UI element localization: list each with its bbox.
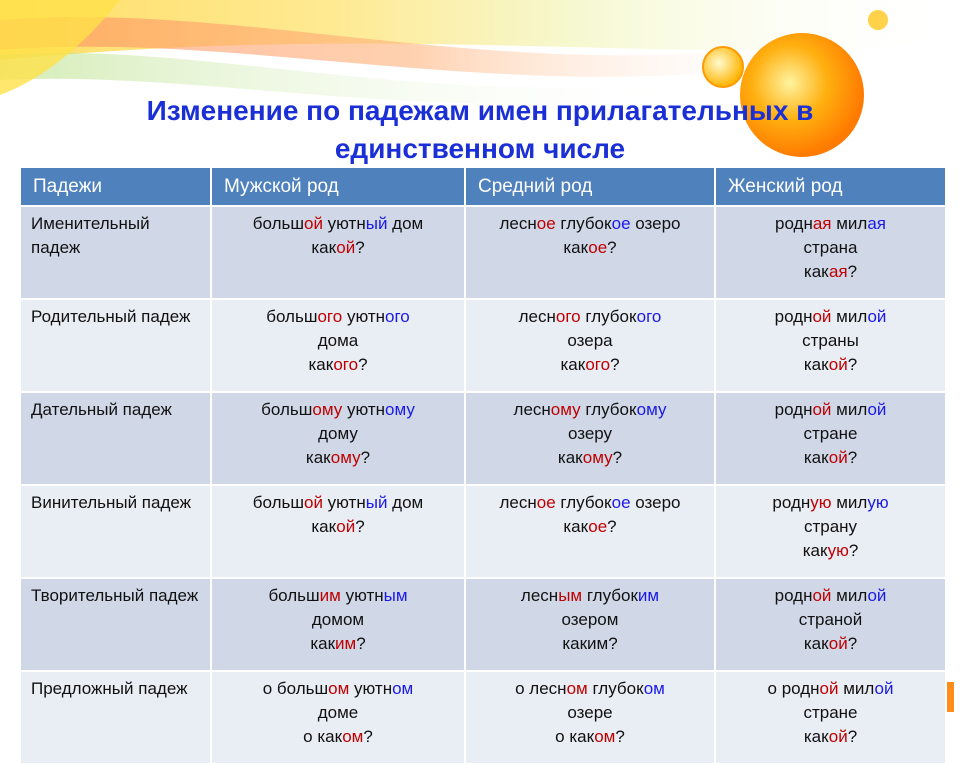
word-ending: ую	[867, 493, 889, 512]
word-stem: уютн	[342, 400, 385, 419]
header-masculine: Мужской род	[211, 167, 465, 206]
word-ending: ое	[588, 238, 608, 257]
neut-form-cell	[465, 299, 715, 392]
form-line	[726, 677, 935, 701]
word-stem: глубок	[580, 307, 637, 326]
word-stem: озера	[567, 331, 613, 350]
word-stem: уютн	[322, 214, 366, 233]
page-title	[80, 92, 880, 168]
neut-form-cell	[465, 578, 715, 671]
word-ending: ой	[819, 679, 839, 698]
header-neuter: Средний род	[465, 167, 715, 206]
form-line	[476, 677, 704, 701]
masc-form-cell	[211, 206, 465, 299]
word-ending: им	[637, 586, 660, 605]
case-name-cell: Именительный падеж	[20, 206, 211, 299]
form-line	[222, 422, 454, 446]
form-line	[726, 584, 935, 608]
form-line	[222, 212, 454, 236]
word-stem: как	[311, 517, 337, 536]
word-stem: ?	[847, 634, 858, 653]
table-row	[20, 485, 946, 578]
fem-form-cell	[715, 392, 946, 485]
word-stem: ?	[607, 238, 617, 257]
word-ending: ой	[812, 307, 832, 326]
neut-form-cell	[465, 392, 715, 485]
word-stem: дома	[317, 331, 359, 350]
word-stem: как	[308, 355, 334, 374]
word-stem: озере	[567, 703, 613, 722]
word-stem: как	[557, 448, 583, 467]
word-ending: ого	[636, 307, 662, 326]
form-line	[726, 260, 935, 284]
word-stem: уютн	[340, 586, 384, 605]
word-ending: ом	[594, 727, 616, 746]
word-stem: глубок	[587, 679, 644, 698]
form-line	[476, 632, 704, 656]
case-name-cell: Винительный падеж	[20, 485, 211, 578]
form-line	[726, 539, 935, 563]
form-line	[726, 422, 935, 446]
word-stem: ?	[355, 238, 365, 257]
word-ending: ой	[867, 586, 887, 605]
form-line	[476, 584, 704, 608]
word-stem: как	[803, 355, 829, 374]
table-body	[20, 206, 946, 764]
table-row	[20, 206, 946, 299]
word-stem: как	[802, 541, 828, 560]
word-stem: страной	[798, 610, 863, 629]
word-ending: ой	[336, 517, 356, 536]
form-line	[726, 446, 935, 470]
word-stem: как	[563, 517, 589, 536]
form-line	[222, 515, 454, 539]
word-stem: уютн	[349, 679, 393, 698]
masc-form-cell	[211, 299, 465, 392]
word-ending: ой	[828, 727, 848, 746]
word-stem: доме	[317, 703, 359, 722]
table-row	[20, 671, 946, 764]
form-line	[726, 701, 935, 725]
form-line	[476, 446, 704, 470]
fem-form-cell	[715, 578, 946, 671]
declension-table	[19, 166, 947, 765]
word-stem: дом	[387, 214, 424, 233]
word-stem: глубок	[580, 400, 637, 419]
form-line	[222, 491, 454, 515]
word-stem: ?	[847, 448, 858, 467]
form-line	[726, 305, 935, 329]
word-stem: ?	[848, 541, 859, 560]
form-line	[476, 515, 704, 539]
word-ending: ом	[392, 679, 414, 698]
word-stem: родн	[772, 493, 811, 512]
word-ending: ой	[812, 400, 832, 419]
word-ending: ой	[867, 307, 887, 326]
form-line	[476, 422, 704, 446]
word-stem: домом	[311, 610, 365, 629]
word-stem: озеру	[567, 424, 613, 443]
word-stem: ?	[610, 355, 620, 374]
table-row	[20, 299, 946, 392]
word-stem: как	[803, 262, 829, 281]
word-ending: ом	[566, 679, 588, 698]
table-row	[20, 392, 946, 485]
form-line	[222, 677, 454, 701]
header-case: Падежи	[20, 167, 211, 206]
case-name-cell: Родительный падеж	[20, 299, 211, 392]
word-stem: уютн	[322, 493, 366, 512]
case-name-cell: Творительный падеж	[20, 578, 211, 671]
word-stem: глубок	[555, 214, 612, 233]
word-ending: ой	[874, 679, 894, 698]
form-line	[222, 398, 454, 422]
form-line	[726, 329, 935, 353]
word-ending: ому	[582, 448, 613, 467]
word-stem: больш	[266, 307, 318, 326]
word-ending: ом	[643, 679, 665, 698]
form-line	[726, 632, 935, 656]
word-stem: больш	[252, 214, 304, 233]
form-line	[476, 725, 704, 749]
word-stem: родн	[774, 400, 813, 419]
word-ending: ое	[588, 517, 608, 536]
word-stem: лесн	[499, 214, 537, 233]
title-line-1: Изменение по падежам имен прилагательных в	[146, 95, 814, 126]
form-line	[726, 353, 935, 377]
word-ending: ой	[303, 214, 323, 233]
word-ending: ого	[585, 355, 611, 374]
form-line	[476, 398, 704, 422]
form-line	[726, 398, 935, 422]
word-ending: ой	[828, 634, 848, 653]
word-stem: как	[563, 238, 589, 257]
word-stem: лесн	[513, 400, 551, 419]
word-stem: страну	[803, 517, 858, 536]
form-line	[476, 353, 704, 377]
form-line	[222, 305, 454, 329]
word-stem: как	[803, 448, 829, 467]
form-line	[726, 515, 935, 539]
form-line	[476, 608, 704, 632]
neut-form-cell	[465, 206, 715, 299]
word-stem: лесн	[520, 586, 559, 605]
word-stem: как	[305, 448, 331, 467]
fem-form-cell	[715, 671, 946, 764]
word-stem: мил	[831, 586, 868, 605]
word-stem: ?	[358, 355, 368, 374]
word-stem: как	[803, 727, 829, 746]
form-line	[222, 446, 454, 470]
form-line	[222, 608, 454, 632]
word-stem: о лесн	[515, 679, 567, 698]
word-ending: ого	[555, 307, 581, 326]
word-ending: ый	[365, 214, 388, 233]
word-ending: ому	[385, 400, 415, 419]
word-ending: ая	[867, 214, 886, 233]
word-stem: глубок	[555, 493, 612, 512]
word-stem: ?	[847, 355, 858, 374]
word-ending: ой	[828, 448, 848, 467]
word-stem: глубок	[582, 586, 638, 605]
table-header-row	[20, 167, 946, 206]
form-line	[476, 305, 704, 329]
word-stem: мил	[838, 679, 875, 698]
word-stem: страна	[803, 238, 858, 257]
word-stem: больш	[268, 586, 320, 605]
fem-form-cell	[715, 299, 946, 392]
word-ending: ом	[342, 727, 364, 746]
masc-form-cell	[211, 578, 465, 671]
word-stem: родн	[774, 586, 813, 605]
word-stem: стране	[803, 424, 858, 443]
form-line	[726, 491, 935, 515]
form-line	[726, 725, 935, 749]
masc-form-cell	[211, 392, 465, 485]
word-stem: мил	[831, 214, 868, 233]
word-ending: ую	[810, 493, 832, 512]
word-stem: ?	[363, 727, 373, 746]
word-ending: ая	[828, 262, 848, 281]
word-stem: дому	[318, 424, 358, 443]
word-stem: о родн	[767, 679, 820, 698]
word-ending: ому	[550, 400, 581, 419]
form-line	[222, 236, 454, 260]
form-line	[476, 701, 704, 725]
word-ending: ым	[383, 586, 408, 605]
word-stem: озером	[561, 610, 619, 629]
table-row	[20, 578, 946, 671]
word-stem: озеро	[630, 214, 681, 233]
word-stem: как	[803, 634, 829, 653]
word-stem: ?	[355, 517, 365, 536]
word-stem: как	[560, 355, 586, 374]
word-stem: ?	[607, 517, 617, 536]
word-stem: лесн	[518, 307, 556, 326]
word-stem: ?	[847, 727, 858, 746]
word-stem: мил	[831, 400, 868, 419]
word-ending: ое	[536, 493, 556, 512]
word-ending: ого	[317, 307, 343, 326]
word-ending: ого	[333, 355, 359, 374]
word-ending: ом	[328, 679, 350, 698]
word-ending: ого	[385, 307, 410, 326]
word-ending: ым	[558, 586, 583, 605]
masc-form-cell	[211, 671, 465, 764]
form-line	[222, 329, 454, 353]
form-line	[726, 236, 935, 260]
word-stem: уютн	[342, 307, 385, 326]
word-stem: родн	[774, 214, 813, 233]
word-stem: родн	[774, 307, 813, 326]
title-line-2: единственном числе	[334, 133, 626, 164]
word-stem: дом	[387, 493, 424, 512]
word-ending: ому	[636, 400, 667, 419]
word-ending: ое	[611, 493, 631, 512]
word-stem: лесн	[499, 493, 537, 512]
word-stem: ?	[847, 262, 858, 281]
word-ending: ому	[330, 448, 361, 467]
masc-form-cell	[211, 485, 465, 578]
neut-form-cell	[465, 671, 715, 764]
word-ending: ой	[828, 355, 848, 374]
form-line	[222, 701, 454, 725]
word-stem: ?	[356, 634, 366, 653]
word-ending: ой	[303, 493, 323, 512]
word-stem: больш	[261, 400, 313, 419]
word-ending: ая	[812, 214, 832, 233]
word-stem: мил	[831, 307, 868, 326]
word-ending: ое	[611, 214, 631, 233]
form-line	[222, 632, 454, 656]
word-stem: как	[310, 634, 336, 653]
form-line	[476, 329, 704, 353]
word-ending: ой	[867, 400, 887, 419]
case-name-cell: Дательный падеж	[20, 392, 211, 485]
fem-form-cell	[715, 485, 946, 578]
word-ending: ое	[536, 214, 556, 233]
word-ending: им	[335, 634, 357, 653]
word-ending: ой	[336, 238, 356, 257]
word-stem: мил	[831, 493, 868, 512]
word-ending: ой	[812, 586, 832, 605]
word-stem: больш	[252, 493, 304, 512]
word-stem: озеро	[630, 493, 681, 512]
word-stem: страны	[802, 331, 859, 350]
neut-form-cell	[465, 485, 715, 578]
fem-form-cell	[715, 206, 946, 299]
word-stem: как	[311, 238, 337, 257]
form-line	[222, 584, 454, 608]
word-stem: стране	[803, 703, 858, 722]
form-line	[726, 608, 935, 632]
form-line	[476, 236, 704, 260]
word-stem: ?	[612, 448, 623, 467]
word-stem: каким?	[562, 634, 618, 653]
word-ending: им	[319, 586, 341, 605]
word-ending: ую	[827, 541, 849, 560]
word-stem: о как	[303, 727, 343, 746]
word-stem: о больш	[262, 679, 329, 698]
form-line	[222, 725, 454, 749]
word-stem: о как	[555, 727, 595, 746]
header-feminine: Женский род	[715, 167, 946, 206]
form-line	[726, 212, 935, 236]
form-line	[476, 491, 704, 515]
form-line	[476, 212, 704, 236]
word-ending: ому	[312, 400, 343, 419]
case-name-cell: Предложный падеж	[20, 671, 211, 764]
word-ending: ый	[365, 493, 388, 512]
word-stem: ?	[360, 448, 371, 467]
word-stem: ?	[615, 727, 625, 746]
form-line	[222, 353, 454, 377]
